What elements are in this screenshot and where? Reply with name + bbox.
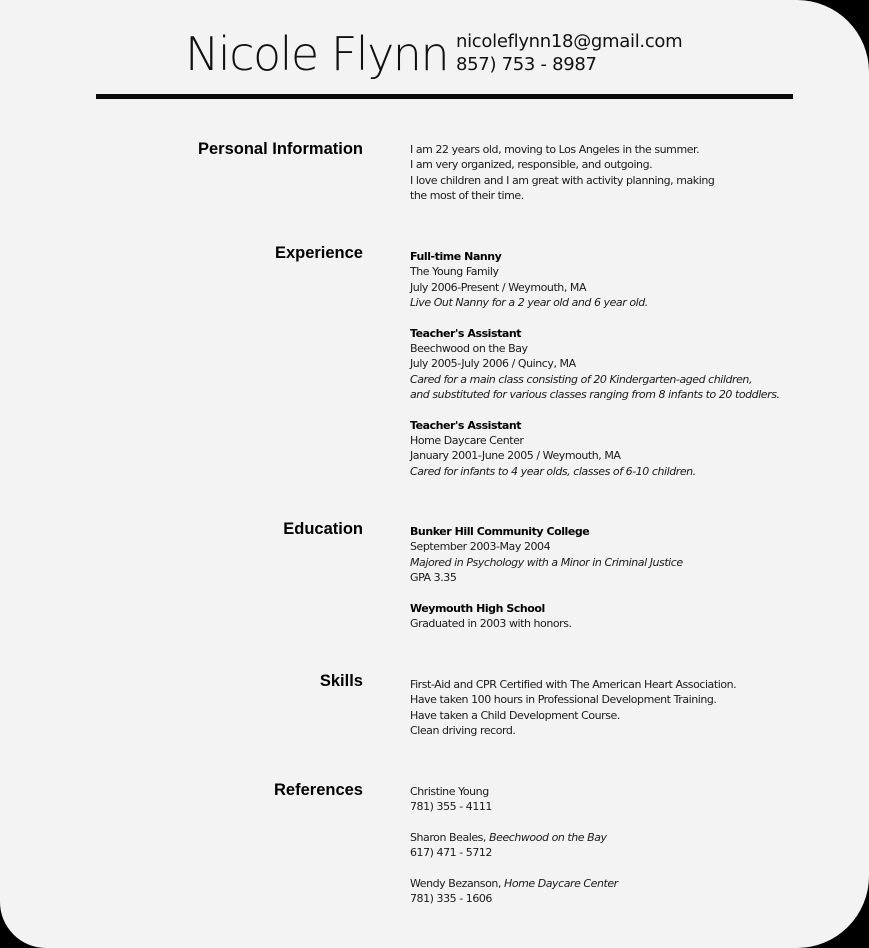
skill-line: Have taken 100 hours in Professional Development Training. — [410, 693, 717, 707]
job-entry — [410, 418, 830, 480]
job-employer: The Young Family — [410, 265, 499, 279]
job-title: Teacher's Assistant — [410, 418, 522, 432]
job-description: Live Out Nanny for a 2 year old and 6 year old. — [410, 296, 648, 310]
reference-person: Christine Young — [410, 785, 489, 798]
section-experience — [410, 249, 830, 479]
personal-line: the most of their time. — [410, 189, 524, 203]
school-name: Weymouth High School — [410, 601, 545, 615]
skill-line: Clean driving record. — [410, 724, 516, 738]
reference-name — [410, 830, 830, 845]
section-label-skills: Skills — [319, 672, 363, 690]
school-detail: Majored in Psychology with a Minor in Criminal Justice — [410, 555, 683, 569]
reference-phone: 781) 335 - 1606 — [410, 892, 492, 906]
reference-phone: 781) 355 - 4111 — [410, 800, 492, 814]
school-dates: September 2003-May 2004 — [410, 540, 551, 554]
personal-line: I love children and I am great with activity planning, making — [410, 173, 715, 187]
section-label-references: References — [274, 781, 363, 799]
section-label-experience: Experience — [274, 244, 363, 262]
job-description: Cared for infants to 4 year olds, classes of 6-10 children. — [410, 464, 696, 478]
contact-info — [456, 30, 682, 76]
section-label-personal: Personal Information — [197, 140, 363, 158]
job-employer: Home Daycare Center — [410, 434, 524, 448]
job-title: Teacher's Assistant — [410, 326, 522, 340]
school-gpa: GPA 3.35 — [410, 571, 457, 585]
reference-entry — [410, 830, 830, 861]
school-dates: Graduated in 2003 with honors. — [410, 617, 572, 631]
section-personal — [410, 142, 830, 204]
section-skills — [410, 677, 830, 739]
reference-entry — [410, 876, 830, 907]
job-description: Cared for a main class consisting of 20 Kindergarten-aged children, — [410, 372, 752, 386]
section-references — [410, 784, 830, 906]
skill-line: First-Aid and CPR Certified with The American Heart Association. — [410, 678, 737, 691]
personal-line: I am very organized, responsible, and outgoing. — [410, 158, 653, 172]
job-title: Full-time Nanny — [410, 250, 502, 263]
email-address: nicoleflynn18@gmail.com — [456, 31, 683, 52]
reference-name — [410, 784, 830, 799]
skill-line: Have taken a Child Development Course. — [410, 708, 620, 722]
job-entry — [410, 326, 830, 403]
header-rule — [96, 94, 793, 99]
job-dates: July 2005-July 2006 / Quincy, MA — [410, 357, 576, 371]
job-dates: January 2001-June 2005 / Weymouth, MA — [410, 449, 621, 463]
reference-name — [410, 876, 830, 891]
section-label-education: Education — [283, 520, 363, 538]
reference-phone: 617) 471 - 5712 — [410, 846, 492, 860]
reference-person: Wendy Bezanson, — [410, 876, 504, 890]
personal-line: I am 22 years old, moving to Los Angeles in the summer. — [410, 143, 700, 156]
reference-org: Home Daycare Center — [504, 876, 618, 890]
reference-person: Sharon Beales, — [410, 830, 490, 844]
section-education — [410, 524, 830, 631]
job-entry — [410, 249, 830, 311]
school-entry — [410, 601, 830, 632]
school-entry — [410, 524, 830, 586]
school-name: Bunker Hill Community College — [410, 525, 590, 538]
reference-entry — [410, 784, 830, 815]
resume-name: Nicole Flynn — [185, 27, 449, 81]
job-employer: Beechwood on the Bay — [410, 342, 528, 356]
job-dates: July 2006-Present / Weymouth, MA — [410, 280, 587, 294]
job-description: and substituted for various classes ranging from 8 infants to 20 toddlers. — [410, 388, 780, 402]
phone-number: 857) 753 - 8987 — [456, 54, 597, 75]
reference-org: Beechwood on the Bay — [489, 830, 607, 844]
